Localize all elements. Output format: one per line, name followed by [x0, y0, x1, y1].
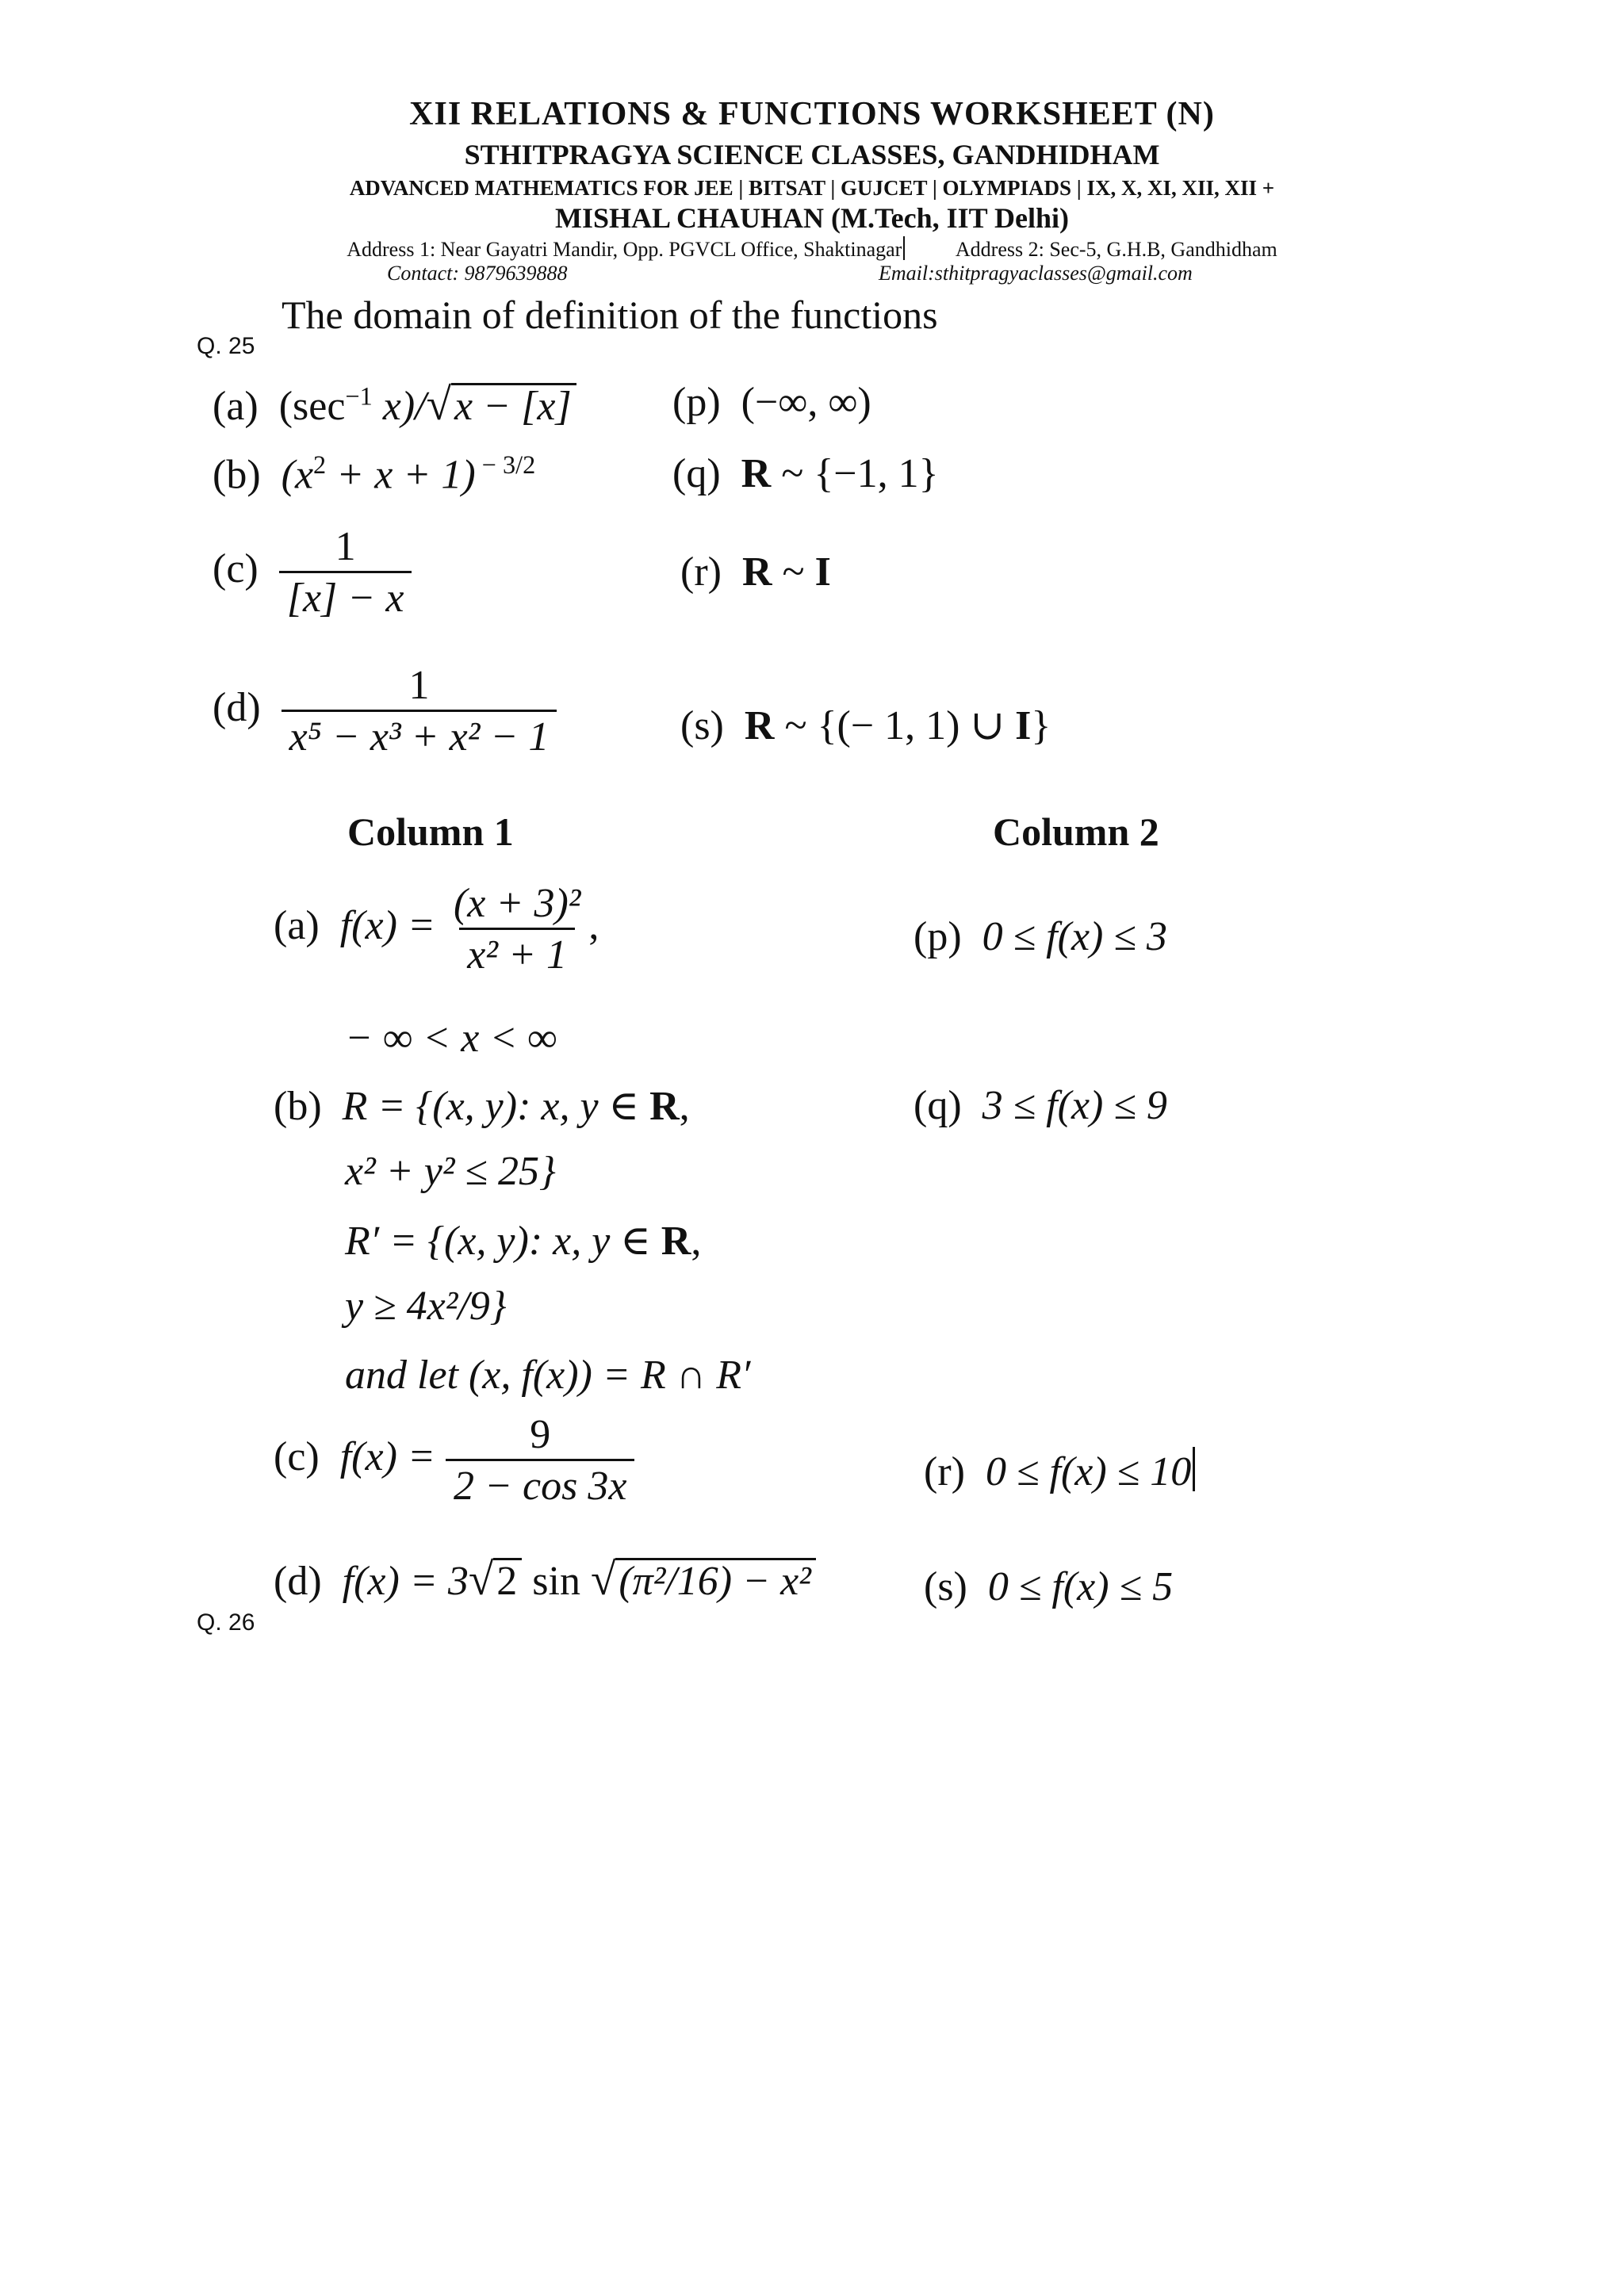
email: Email:sthitpragyaclasses@gmail.com [879, 262, 1193, 285]
q25-option-q: (q) R ~ {−1, 1} [672, 451, 939, 496]
contact: Contact: 9879639888 [387, 262, 568, 285]
q26-option-s: (s) 0 ≤ f(x) ≤ 5 [924, 1564, 1174, 1609]
q26-item-a: (a) f(x) = $\frac{\text{(x + 3)²}}{\text{x² + 1}}$ , [274, 881, 599, 978]
text-cursor [903, 236, 905, 260]
address-1: Address 1: Near Gayatri Mandir, Opp. PGVCL Office, Shaktinagar [347, 238, 902, 261]
q26-item-b-line3: R′ = {(x, y): x, y ∈ R, [345, 1219, 702, 1264]
q26-option-q: (q) 3 ≤ f(x) ≤ 9 [914, 1083, 1167, 1128]
q26-item-b-line2: x² + y² ≤ 25} [345, 1149, 556, 1194]
q26-item-b-line4: y ≥ 4x²/9} [345, 1284, 507, 1329]
q25-item-d: (d) $\frac{1}{\text{x⁵ − x³ + x² − 1}}$ [213, 662, 557, 761]
q26-item-d: (d) f(x) = 3√2 sin √(π²/16) − x² [274, 1554, 816, 1605]
q25-option-p: (p) (−∞, ∞) [672, 380, 871, 425]
column-1-heading: Column 1 [347, 809, 514, 854]
q25-option-s: (s) R ~ {(− 1, 1) ∪ I} [680, 703, 1051, 748]
q25-item-a: (a) ($\sec^{-1}$ x)/√x − [x] [213, 379, 576, 430]
q26-item-b-line1: (b) R = {(x, y): x, y ∈ R, [274, 1084, 690, 1129]
address-2: Address 2: Sec-5, G.H.B, Gandhidham [955, 238, 1277, 261]
column-2-heading: Column 2 [993, 809, 1159, 854]
institute-name: STHITPRAGYA SCIENCE CLASSES, GANDHIDHAM [464, 139, 1160, 170]
question-number-25: Q. 25 [197, 333, 255, 359]
q25-option-r: (r) R ~ I [680, 549, 831, 595]
q26-item-a-domain: − ∞ < x < ∞ [345, 1016, 557, 1061]
question-25-title: The domain of definition of the functions [282, 293, 938, 337]
q26-item-b-line5: and let (x, f(x)) = R ∩ R′ [345, 1353, 751, 1398]
q25-item-b: (b) $(x^2 + x + 1)$ $^{- 3/2}$ [213, 450, 536, 498]
worksheet-title: XII RELATIONS & FUNCTIONS WORKSHEET (N) [409, 96, 1215, 132]
question-number-26: Q. 26 [197, 1609, 255, 1636]
q26-option-p: (p) 0 ≤ f(x) ≤ 3 [914, 914, 1167, 959]
text-cursor [1193, 1447, 1195, 1491]
address-line [0, 236, 1624, 262]
advanced-subjects: ADVANCED MATHEMATICS FOR JEE | BITSAT | GUJCET | OLYMPIADS | IX, X, XI, XII, XII + [349, 176, 1275, 200]
teacher-name: MISHAL CHAUHAN (M.Tech, IIT Delhi) [554, 202, 1070, 234]
q26-option-r: (r) 0 ≤ f(x) ≤ 10 [924, 1447, 1195, 1495]
q25-item-c: (c) $\frac{1}{[x] - x}$ [213, 523, 412, 622]
q26-item-c: (c) f(x) = $\frac{9}{2 - \cos 3x}$ [274, 1411, 634, 1510]
